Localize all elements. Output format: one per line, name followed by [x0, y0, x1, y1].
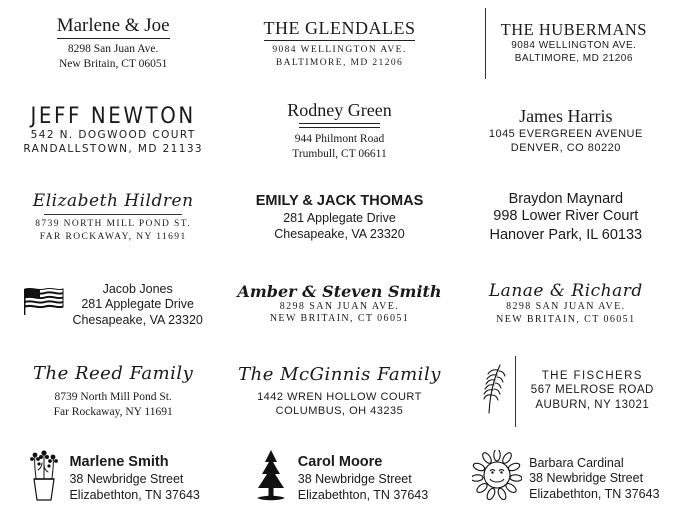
stamp-address-line-1: 281 Applegate Drive: [81, 296, 194, 311]
stamp-card-jacob-jones[interactable]: [0, 261, 226, 348]
stamp-address-line-2: Elizabethton, TN 37643: [69, 487, 200, 502]
stamp-address-line-1: 1045 EVERGREEN AVENUE: [488, 127, 643, 140]
stamp-card-carol-moore[interactable]: [226, 435, 452, 522]
stamp-address-line-2: Chesapeake, VA 23320: [72, 312, 203, 327]
stamp-card-barbara-cardinal[interactable]: [453, 435, 679, 522]
stamp-name: EMILY & JACK THOMAS: [255, 193, 424, 210]
stamp-card-braydon-maynard[interactable]: [453, 174, 679, 261]
stamp-card-jeff-newton[interactable]: [0, 87, 226, 174]
thin-divider: [44, 214, 182, 215]
american-flag-icon: [23, 287, 65, 322]
stamp-address-line-2: Chesapeake, VA 23320: [274, 226, 405, 241]
stamp-address-line-1: 998 Lower River Court: [493, 208, 639, 225]
stamp-address-line-2: DENVER, CO 80220: [510, 141, 621, 154]
stamp-address-line-1: 8298 SAN JUAN AVE.: [506, 301, 626, 313]
stamp-address-line-2: RANDALLSTOWN, MD 21133: [23, 142, 203, 155]
stamp-address-line-1: 38 Newbridge Street: [69, 471, 184, 486]
stamp-address-line-2: Elizabethton, TN 37643: [297, 487, 429, 502]
stamp-address-line-1: 542 N. DOGWOOD COURT: [30, 129, 196, 142]
pine-tree-icon: [251, 448, 291, 509]
stamp-name: The Reed Family: [33, 362, 194, 384]
sunflower-face-icon: [472, 450, 522, 507]
stamp-name: Lanae & Richard: [488, 281, 643, 302]
stamp-address-line-1: 38 Newbridge Street: [297, 471, 412, 486]
stamp-card-the-mcginnis-family[interactable]: [226, 348, 452, 435]
vertical-divider: [485, 8, 486, 79]
stamp-address-line-2: FAR ROCKAWAY, NY 11691: [39, 231, 187, 242]
stamp-card-emily-and-jack-thomas[interactable]: [226, 174, 452, 261]
stamp-address-line-1: 38 Newbridge Street: [529, 470, 644, 485]
stamp-name: Jacob Jones: [102, 281, 173, 296]
stamp-card-the-fischers[interactable]: [453, 348, 679, 435]
stamp-address-line-1: 8739 North Mill Pond St.: [54, 390, 172, 403]
stamp-name: THE FISCHERS: [541, 370, 643, 383]
stamp-address-line-1: 8298 San Juan Ave.: [67, 43, 159, 56]
stamp-address-line-2: NEW BRITAIN, CT 06051: [496, 314, 636, 326]
stamp-address-line-1: 9084 WELLINGTON AVE.: [272, 45, 407, 56]
stamp-name: Braydon Maynard: [508, 190, 624, 207]
stamp-address-line-1: 567 MELROSE ROAD: [530, 384, 654, 397]
stamp-address-line-2: Hanover Park, IL 60133: [489, 226, 643, 243]
stamp-address-line-1: 1442 WREN HOLLOW COURT: [257, 391, 422, 403]
stamp-address-line-2: COLUMBUS, OH 43235: [275, 405, 404, 418]
stamp-card-elizabeth-hildren[interactable]: [0, 174, 226, 261]
stamp-name: Marlene Smith: [69, 454, 169, 471]
stamp-name: THE GLENDALES: [264, 18, 416, 41]
stamp-card-amber-and-steven-smith[interactable]: [226, 261, 452, 348]
fern-branch-icon: [478, 362, 508, 421]
stamp-address-line-2: New Britain, CT 06051: [58, 58, 168, 71]
stamp-address-line-2: AUBURN, NY 13021: [535, 398, 650, 411]
stamp-card-the-hubermans[interactable]: [453, 0, 679, 87]
stamp-name: Elizabeth Hildren: [32, 191, 194, 212]
stamp-address-line-1: 8298 SAN JUAN AVE.: [279, 300, 400, 312]
stamp-address-line-2: Elizabethton, TN 37643: [529, 486, 660, 501]
stamp-address-line-1: 944 Philmont Road: [294, 132, 385, 145]
double-divider: [299, 123, 380, 128]
stamp-address-line-2: NEW BRITAIN, CT 06051: [269, 313, 410, 325]
vertical-divider: [515, 356, 516, 427]
stamp-card-marlene-and-joe[interactable]: [0, 0, 226, 87]
stamp-card-the-glendales[interactable]: [226, 0, 452, 87]
stamp-name: James Harris: [519, 106, 613, 127]
stamp-address-line-2: BALTIMORE, MD 21206: [275, 57, 404, 68]
stamp-name: Marlene & Joe: [57, 15, 170, 39]
stamp-address-line-2: Trumbull, CT 06611: [292, 147, 387, 160]
flower-vase-icon: [26, 448, 62, 509]
stamp-card-rodney-green[interactable]: [226, 87, 452, 174]
stamp-card-lanae-and-richard[interactable]: [453, 261, 679, 348]
stamp-address-line-1: 9084 WELLINGTON AVE.: [511, 39, 637, 51]
stamp-address-line-2: Far Rockaway, NY 11691: [53, 405, 173, 418]
stamp-card-james-harris[interactable]: [453, 87, 679, 174]
stamp-address-line-1: 281 Applegate Drive: [283, 210, 396, 225]
stamp-name: Rodney Green: [287, 99, 392, 120]
stamp-name: The McGinnis Family: [238, 363, 441, 385]
stamp-name: JEFF NEWTON: [30, 103, 196, 129]
stamp-name: THE HUBERMANS: [500, 20, 647, 40]
stamp-card-marlene-smith[interactable]: [0, 435, 226, 522]
stamp-address-line-1: 8739 NORTH MILL POND ST.: [35, 219, 192, 230]
stamp-name: Barbara Cardinal: [529, 455, 624, 470]
stamp-address-line-2: BALTIMORE, MD 21206: [514, 52, 633, 64]
stamp-name: Amber & Steven Smith: [237, 281, 442, 301]
stamp-card-the-reed-family[interactable]: [0, 348, 226, 435]
stamp-name: Carol Moore: [297, 454, 383, 471]
